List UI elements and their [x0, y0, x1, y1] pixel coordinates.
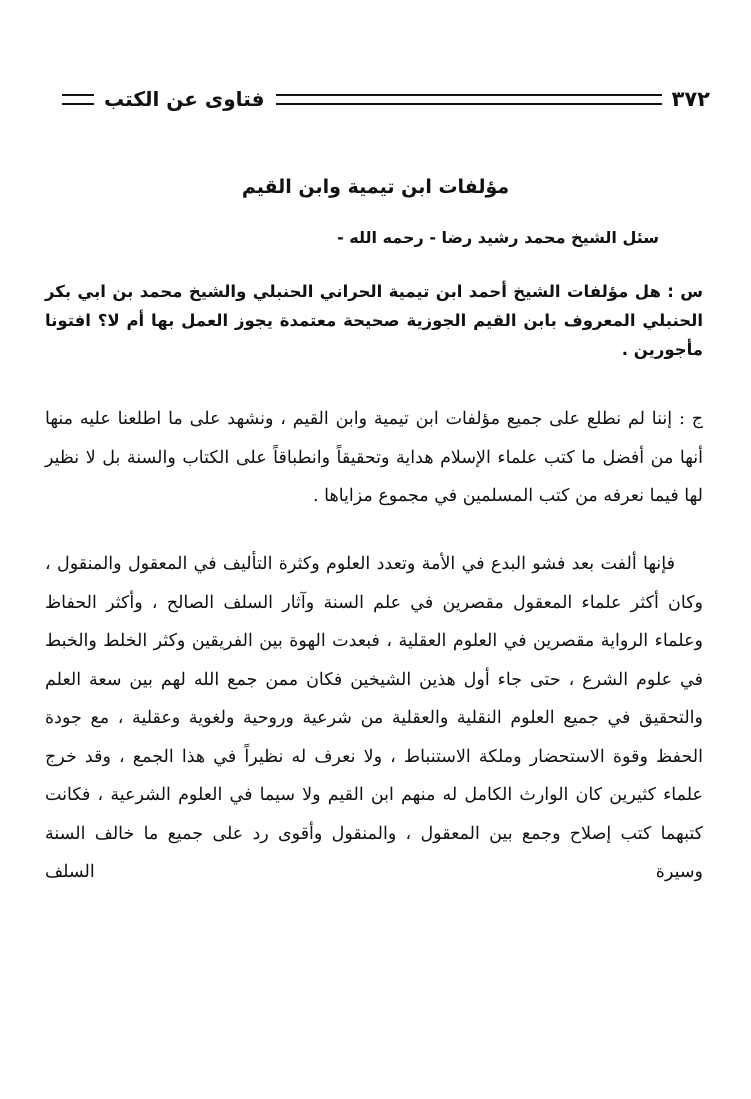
section-title: مؤلفات ابن تيمية وابن القيم — [241, 176, 510, 198]
header-rule-long — [276, 94, 661, 105]
answer-paragraph-1: ج : إننا لم نطلع على جميع مؤلفات ابن تيمية وابن القيم ، ونشهد على ما اطلعنا عليه منها أنها من أفضل ما كتب علماء الإسلام هداية وتحقيقاً وانطباقاً على الكتاب والسنة بل لا نظير لها فيما نعرفه من كتب المسلمين في مجموع مزاياها . — [45, 409, 703, 506]
book-title: فتاوى عن الكتب — [104, 87, 265, 111]
question-attribution: سئل الشيخ محمد رشيد رضا - رحمه الله - — [337, 228, 659, 247]
question-text: س : هل مؤلفات الشيخ أحمد ابن تيمية الحراني الحنبلي والشيخ محمد بن ابي بكر الحنبلي المعروف بابن القيم الجوزية صحيحة معتمدة يجوز العمل بها أم لا؟ افتونا مأجورين . — [45, 282, 703, 359]
header-rule-short — [62, 94, 94, 105]
page-number: ٣٧٢ — [671, 87, 710, 111]
running-header — [62, 86, 710, 112]
answer-paragraph-2: فإنها ألفت بعد فشو البدع في الأمة وتعدد العلوم وكثرة التأليف في المعقول والمنقول ، وكان أكثر علماء المعقول مقصرين في علم السنة وآثار السلف الصالح ، وأكثر الحفاظ وعلماء الرواية مقصرين في العلوم العقلية ، فبعدت الهوة بين الفريقين وكثر الخلط والخبط في علوم الشرع ، حتى جاء أول هذين الشيخين فكان ممن جمع الله لهم بين سعة العلم والتحقيق في جميع العلوم النقلية والعقلية من شرعية وروحية ولغوية وعقلية ، مع جودة الحفظ وقوة الاستحضار وملكة الاستنباط ، ولا نعرف له نظيراً في هذا الجمع ، وقد خرج علماء كثيرين كان الوارث الكامل له منهم ابن القيم ولا سيما في العلوم الشرعية ، فكانت كتبهما كتب إصلاح وجمع بين المعقول ، والمنقول وأقوى رد على جميع ما خالف السنة وسيرة السلف — [45, 554, 703, 882]
